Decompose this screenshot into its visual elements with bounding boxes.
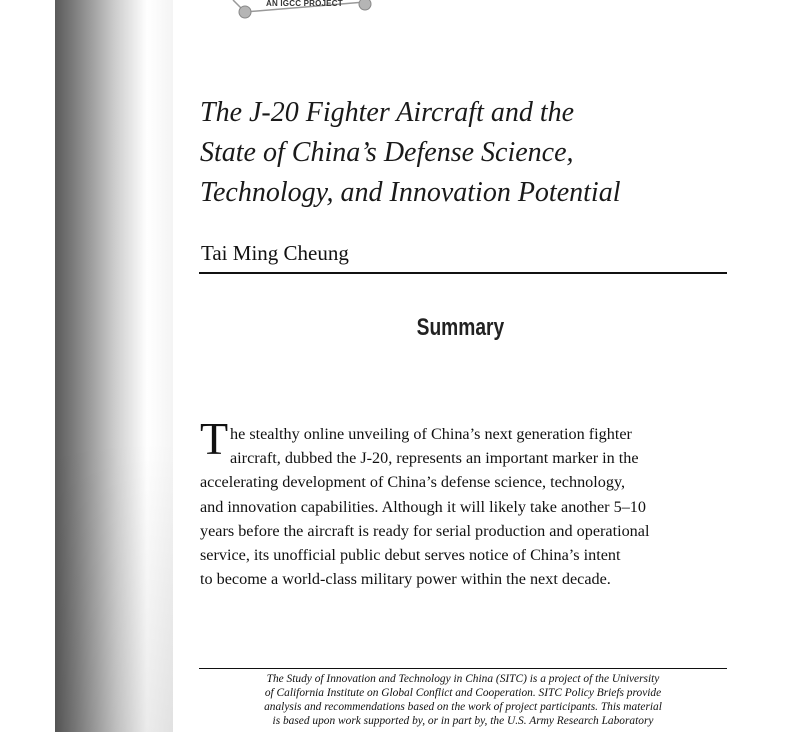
paragraph-line: and innovation capabilities. Although it will likely take another 5–10 <box>200 497 646 516</box>
title-line: State of China’s Defense Science, <box>200 137 574 168</box>
paragraph-line: aircraft, dubbed the J-20, represents an important marker in the <box>230 449 639 468</box>
drop-cap: T <box>200 413 229 464</box>
paragraph-line: years before the aircraft is ready for serial production and operational <box>200 521 650 540</box>
footer-line: analysis and recommendations based on the work of project participants. This material <box>264 701 662 713</box>
title-line: The J-20 Fighter Aircraft and the <box>200 97 575 128</box>
gradient-sidebar <box>55 0 173 732</box>
paragraph-line: accelerating development of China’s defense science, technology, <box>200 473 626 492</box>
title-line: Technology, and Innovation Potential <box>200 177 621 208</box>
footer-note <box>199 672 727 728</box>
author-name: Tai Ming Cheung <box>201 241 349 265</box>
paragraph-line: to become a world-class military power within the next decade. <box>200 570 611 589</box>
document-title <box>200 93 760 213</box>
paragraph-line: service, its unofficial public debut serves notice of China’s intent <box>200 546 621 565</box>
logo-tagline: AN IGCC PROJECT <box>266 0 343 8</box>
title-divider <box>199 272 727 274</box>
summary-paragraph <box>200 422 720 591</box>
footer-divider <box>199 668 727 669</box>
section-heading: Summary <box>416 314 505 341</box>
paragraph-line: he stealthy online unveiling of China’s next generation fighter <box>230 425 632 443</box>
footer-line: is based upon work supported by, or in part by, the U.S. Army Research Laboratory <box>272 715 654 727</box>
footer-line: The Study of Innovation and Technology in China (SITC) is a project of the University <box>266 673 660 685</box>
footer-line: of California Institute on Global Conflict and Cooperation. SITC Policy Briefs provide <box>264 687 662 699</box>
